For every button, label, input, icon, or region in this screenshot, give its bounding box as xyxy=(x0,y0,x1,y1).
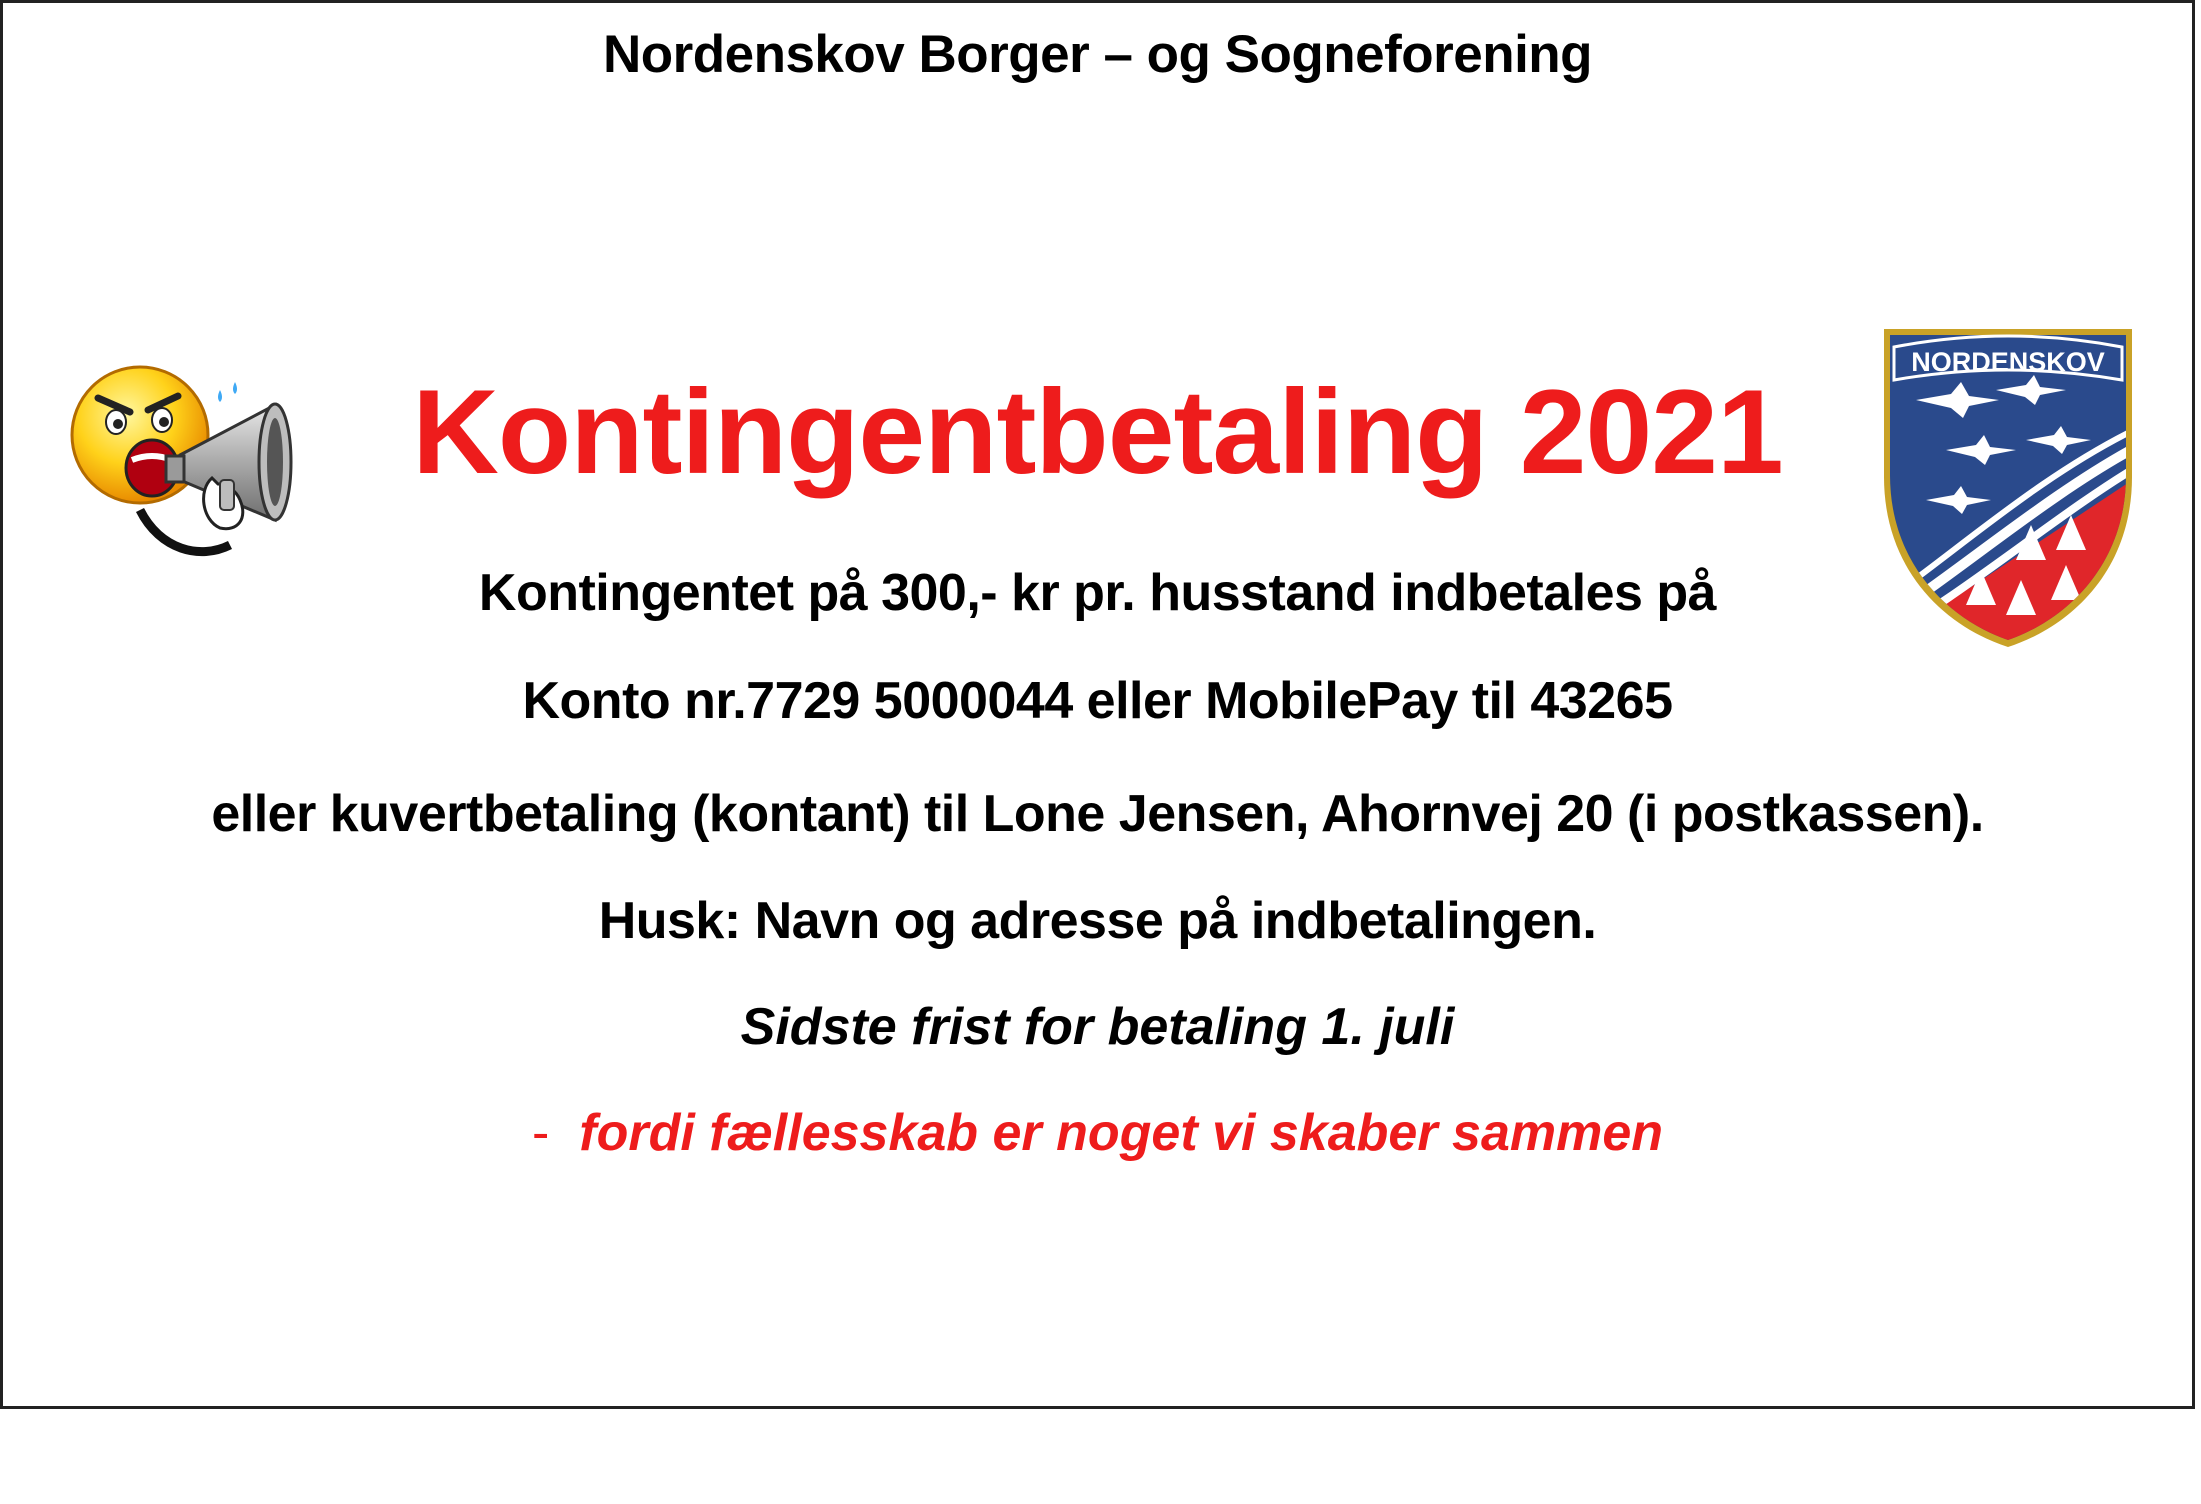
membership-fee-line: Kontingentet på 300,- kr pr. husstand indbetales på xyxy=(478,564,1717,622)
crest-text: NORDENSKOV xyxy=(1911,347,2105,377)
page-title: Kontingentbetaling 2021 xyxy=(412,365,1783,499)
organization-name: Nordenskov Borger – og Sogneforening xyxy=(602,25,1593,84)
slogan-line xyxy=(0,1098,2195,1168)
deadline-line: Sidste frist for betaling 1. juli xyxy=(740,998,1455,1056)
cash-payment-line: eller kuvertbetaling (kontant) til Lone Jensen, Ahornvej 20 (i postkassen). xyxy=(211,785,1984,843)
reminder-line: Husk: Navn og adresse på indbetalingen. xyxy=(598,892,1597,950)
slogan-text: fordi fællesskab er noget vi skaber sammen xyxy=(579,1104,1664,1162)
slogan-dash: - xyxy=(531,1104,550,1162)
account-line: Konto nr.7729 5000044 eller MobilePay til 43265 xyxy=(522,672,1673,730)
